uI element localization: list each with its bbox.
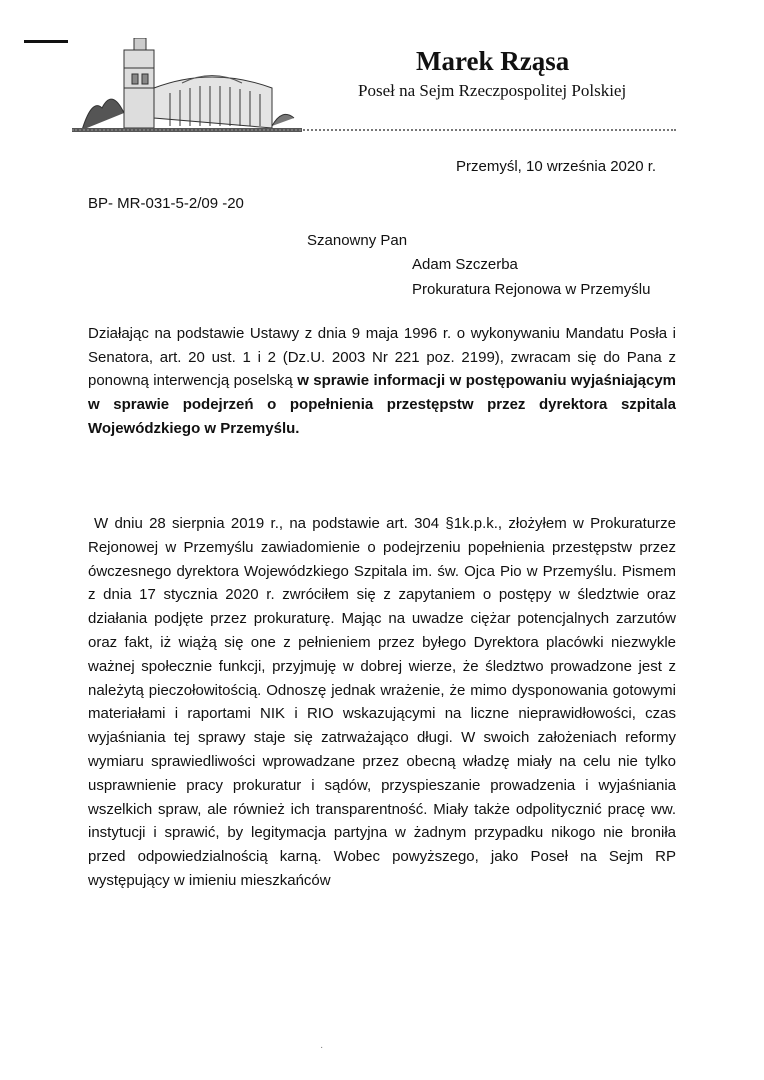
sender-title: Poseł na Sejm Rzeczpospolitej Polskiej <box>358 81 627 100</box>
paragraph-body <box>88 512 676 893</box>
recipient-name: Adam Szczerba <box>412 256 518 273</box>
corner-mark <box>24 40 68 43</box>
place-date: Przemyśl, 10 września 2020 r. <box>456 158 657 175</box>
paragraph-body-text: W dniu 28 sierpnia 2019 r., na podstawie art. 304 §1k.p.k., złożyłem w Prokuraturze Rejonowej w Przemyślu zawiadomienie o podejrzeniu popełnienia przestępstw przez ówczesnego dyrektora Wojewódzkiego Szpitala im. św. Ojca Pio w Przemyślu. Pismem z dnia 17 stycznia 2020 r. zwróciłem się z zapytaniem o postępy w śledztwie oraz działania podjęte przez prokuraturę. Mając na uwadze ciężar potencjalnych zarzutów oraz fakt, iż wiążą się one z pełnieniem przez byłego Dyrektora placówki niezwykle ważnej społecznie funkcji, przyjmuję w dobrej wierze, że śledztwo prowadzone jest z należytą pieczołowitością. Odnoszę jednak wrażenie, że mimo dysponowania gotowymi materiałami i raportami NIK i RIO wskazującymi na liczne nieprawidłowości, czas wyjaśniania tej sprawy staje się zatrważająco długi. W swoich założeniach reformy wymiaru sprawiedliwości wprowadzane przez obecną władzę miały na celu nie tylko usprawnienie pracy prokuratur i sądów, przyspieszanie prowadzenia i wyjaśniania wszelkich spraw, ale również ich transparentność. Miały także odpolitycznić pracę ww. instytucji i sprawić, by legitymacja partyjna w żadnym przypadku nikogo nie broniła przed odpowiedzialnością karną. Wobec powyższego, jako Poseł na Sejm RP występujący w imieniu mieszkańców <box>88 515 676 889</box>
sejm-building-logo <box>72 38 372 138</box>
paragraph-intro-text: Działając na podstawie Ustawy z dnia 9 maja 1996 r. o wykonywaniu Mandatu Posła i Senatora, art. 20 ust. 1 i 2 (Dz.U. 2003 Nr 221 poz. 2199), zwracam się do Pana z ponowną interwencją poselską <box>88 325 676 390</box>
salutation: Szanowny Pan <box>307 232 408 249</box>
sender-name: Marek Rząsa <box>416 46 570 76</box>
recipient-office: Prokuratura Rejonowa w Przemyślu <box>412 281 651 298</box>
reference-number: BP- MR-031-5-2/09 -20 <box>88 195 244 212</box>
paragraph-intro <box>88 322 676 441</box>
paragraph-intro-subject: w sprawie informacji w postępowaniu wyjaśniającym w sprawie podejrzeń o popełnienia przestępstw przez dyrektora szpitala Wojewódzkiego w Przemyślu. <box>88 372 676 437</box>
header-divider <box>72 129 676 131</box>
page-mark: · <box>320 1042 324 1053</box>
